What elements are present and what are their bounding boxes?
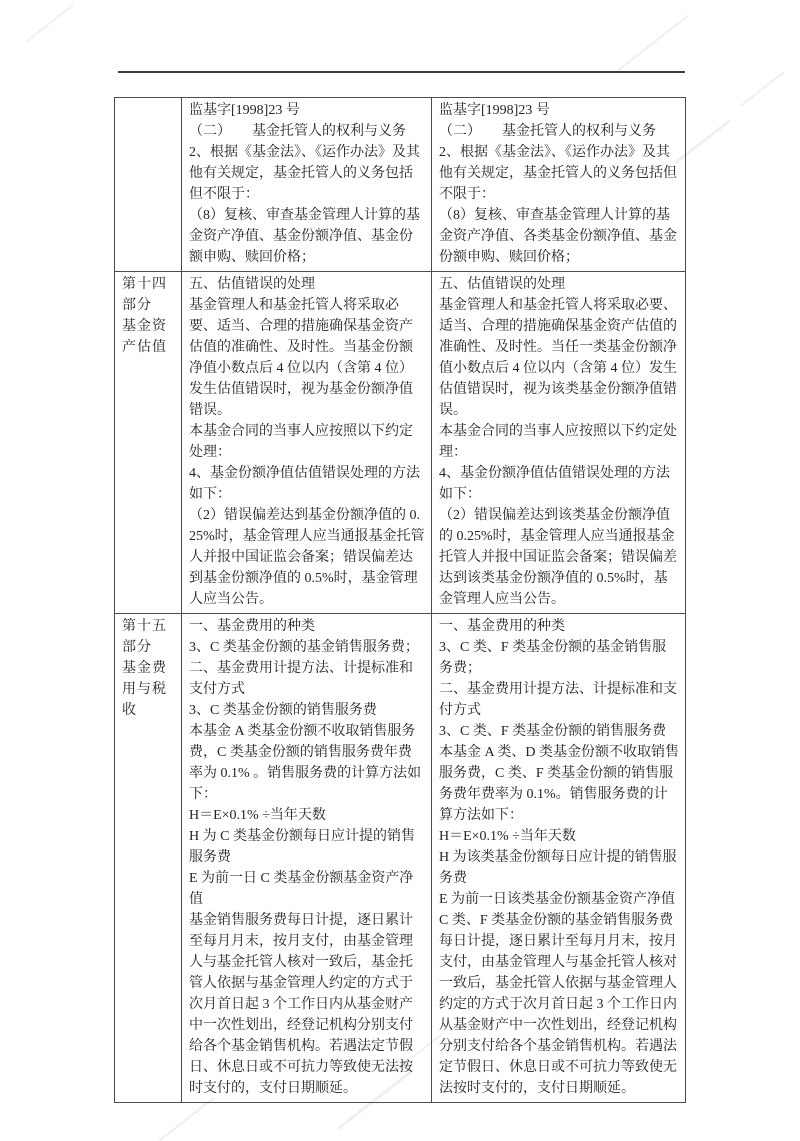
paragraph: 二、基金费用计提方法、计提标准和支付方式: [189, 661, 413, 697]
paragraph: 4、基金份额净值估值错误处理的方法如下：: [439, 466, 670, 502]
section-label-line: 基金费用与税收: [122, 661, 167, 718]
paragraph: 一、基金费用的种类: [189, 619, 315, 634]
paragraph: 3、C 类、F 类基金份额的基金销售服务费；: [439, 640, 667, 676]
paragraph: H＝E×0.1% ÷当年天数: [189, 808, 326, 823]
paragraph: 本基金合同的当事人应按照以下约定处理：: [189, 424, 413, 460]
table-row: [115, 272, 686, 614]
paragraph: （8）复核、审查基金管理人计算的基金资产净值、各类基金份额净值、基金份额申购、赎回价格；: [439, 208, 677, 265]
old-version-cell: [182, 614, 432, 1103]
paragraph: H 为 C 类基金份额每日应计提的销售服务费: [189, 829, 415, 865]
paragraph: 2、根据《基金法》、《运作办法》及其他有关规定，基金托管人的义务包括但不限于：: [189, 145, 420, 202]
paragraph: 监基字[1998]23 号: [439, 103, 550, 118]
watermark-artifact: [159, 1097, 215, 1141]
paragraph: 监基字[1998]23 号: [189, 103, 300, 118]
paragraph: （二） 基金托管人的权利与义务: [189, 124, 406, 139]
new-version-cell: [432, 614, 686, 1103]
section-label-cell: [115, 98, 182, 272]
watermark-artifact: [740, 71, 785, 106]
watermark-artifact: [617, 15, 689, 72]
paragraph: 基金管理人和基金托管人将采取必要、适当、合理的措施确保基金资产估值的准确性、及时性。当任一类基金份额净值小数点后 4 位以内（含第 4 位）发生估值错误时，视为该类基金份额净值错误。: [439, 298, 677, 418]
paragraph: （8）复核、审查基金管理人计算的基金资产净值、基金份额净值、基金份额申购、赎回价格；: [189, 208, 420, 265]
table-row: [115, 614, 686, 1103]
section-label-cell: [115, 614, 182, 1103]
new-version-cell: [432, 272, 686, 614]
clause-comparison-table: [114, 97, 686, 1103]
paragraph: H＝E×0.1% ÷当年天数: [439, 829, 576, 844]
paragraph: 一、基金费用的种类: [439, 619, 565, 634]
watermark-artifact: [26, 4, 75, 43]
old-version-cell: [182, 98, 432, 272]
paragraph: 本基金合同的当事人应按照以下约定处理：: [439, 424, 677, 460]
paragraph: 本基金 A 类、D 类基金份额不收取销售服务费，C 类、F 类基金份额的销售服务费年费率为 0.1%。销售服务费的计算方法如下：: [439, 745, 679, 823]
section-label-cell: [115, 272, 182, 614]
paragraph: 基金销售服务费每日计提，逐日累计至每月月末，按月支付，由基金管理人与基金托管人核对一致后，基金托管人依据与基金管理人约定的方式于次月首日起 3 个工作日内从基金财产中一次性划出，经登记机构分别支付给各个基金销售机构。若遇法定节假日、休息日或不可抗力等致使无法按时支付的，支付日期顺延。: [189, 913, 413, 1096]
paragraph: 本基金 A 类基金份额不收取销售服务费，C 类基金份额的销售服务费年费率为 0.1% 。销售服务费的计算方法如下：: [189, 724, 422, 802]
page-header-rule: [118, 71, 685, 73]
paragraph: H 为该类基金份额每日应计提的销售服务费: [439, 850, 677, 886]
paragraph: （2）错误偏差达到基金份额净值的 0.25%时，基金管理人应当通报基金托管人并报中国证监会备案；错误偏差达到基金份额净值的 0.5%时，基金管理人应当公告。: [189, 508, 425, 607]
paragraph: 3、C 类基金份额的基金销售服务费；: [189, 640, 419, 655]
paragraph: 基金管理人和基金托管人将采取必要、适当、合理的措施确保基金资产估值的准确性、及时性。当基金份额净值小数点后 4 位以内（含第 4 位）发生估值错误时，视为基金份额净值错误。: [189, 298, 413, 418]
paragraph: 五、估值错误的处理: [189, 277, 315, 292]
paragraph: 二、基金费用计提方法、计提标准和支付方式: [439, 682, 677, 718]
paragraph: 2、根据《基金法》、《运作办法》及其他有关规定，基金托管人的义务包括但不限于：: [439, 145, 677, 202]
paragraph: C 类、F 类基金份额的基金销售服务费每日计提，逐日累计至每月月末，按月支付，由基金管理人与基金托管人核对一致后，基金托管人依据与基金管理人约定的方式于次月首日起 3 个工作日内从基金财产中一次性划出，经登记机构分别支付给各个基金销售机构。若遇法定节假日、休息日或不可抗力等致使无法按时支付的，支付日期顺延。: [439, 913, 677, 1096]
paragraph: E 为前一日该类基金份额基金资产净值: [439, 892, 676, 907]
section-label-line: 基金资产估值: [122, 319, 167, 355]
paragraph: 4、基金份额净值估值错误处理的方法如下：: [189, 466, 420, 502]
section-label-line: 第十五部分: [122, 619, 167, 655]
table-row: [115, 98, 686, 272]
paragraph: 五、估值错误的处理: [439, 277, 565, 292]
paragraph: （2）错误偏差达到该类基金份额净值的 0.25%时，基金管理人应当通报基金托管人并报中国证监会备案；错误偏差达到该类基金份额净值的 0.5%时，基金管理人应当公告。: [439, 508, 677, 607]
paragraph: E 为前一日 C 类基金份额基金资产净值: [189, 871, 414, 907]
new-version-cell: [432, 98, 686, 272]
section-label-line: 第十四部分: [122, 277, 167, 313]
old-version-cell: [182, 272, 432, 614]
paragraph: 3、C 类、F 类基金份额的销售服务费: [439, 724, 667, 739]
paragraph: （二） 基金托管人的权利与义务: [439, 124, 656, 139]
paragraph: 3、C 类基金份额的销售服务费: [189, 703, 377, 718]
